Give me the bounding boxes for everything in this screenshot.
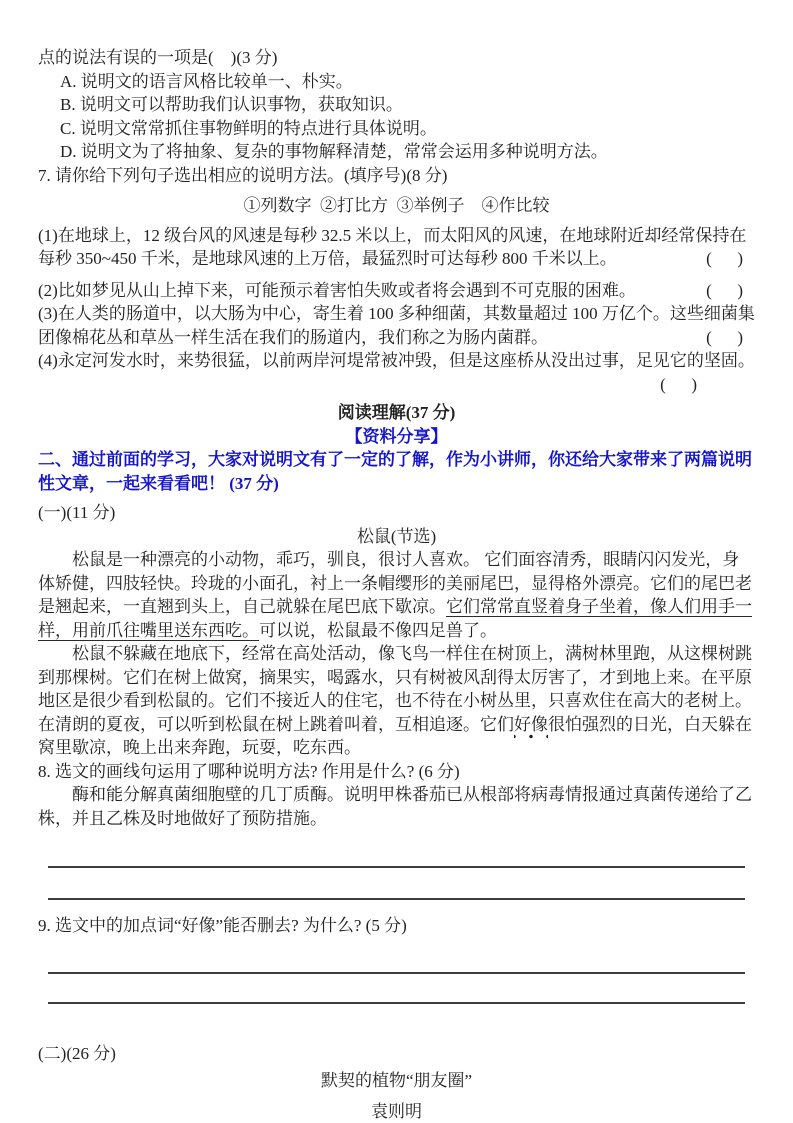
answer-line-2: [48, 868, 745, 900]
item-4-text: (4)永定河发水时，来势很猛，以前两岸河堤常被冲毁，但是这座桥从没出过事，足见它的坚固。: [38, 351, 755, 370]
item-3-text: (3)在人类的肠道中，以大肠为中心，寄生着 100 多种细菌，其数量超过 100 万亿个。这些细菌集团像棉花丛和草丛一样生活在我们的肠道内，我们称之为肠内菌群。: [38, 304, 755, 347]
section-intro: 二、通过前面的学习，大家对说明文有了一定的了解，作为小讲师，你还给大家带来了两篇说明性文章，一起来看看吧！ (37 分): [38, 448, 755, 495]
underlined-sentence: 它们常常直竖着身子坐着，像人们用手一样，用前爪往嘴里送东西吃。: [38, 597, 752, 640]
q7-item-2: [38, 279, 755, 303]
answer-line-4: [48, 974, 745, 1004]
q6-stem: 点的说法有误的一项是( )(3 分): [38, 46, 755, 70]
passage2-author: 袁则明: [38, 1100, 755, 1123]
q7-item-4: [38, 349, 755, 373]
q7-stem: 7. 请你给下列句子选出相应的说明方法。(填序号)(8 分): [38, 164, 755, 188]
para1-text-pre: 松鼠是一种漂亮的小动物，乖巧，驯良，很讨人喜欢。 它们面容清秀，眼睛闪闪发光，身体矫健，四肢轻快。玲珑的小面孔，衬上一条帽缨形的美丽尾巴，显得格外漂亮。它们的尾巴老是翘起来，一直翘到头上，自己就躲在尾巴底下歇凉。: [38, 550, 752, 616]
part2-label: (二)(26 分): [38, 1042, 755, 1066]
share-tag: 【资料分享】: [38, 425, 755, 449]
q6-option-a: A. 说明文的语言风格比较单一、朴实。: [38, 70, 755, 94]
passage2-title: 默契的植物“朋友圈”: [38, 1069, 755, 1093]
answer-bracket-3: ( ): [706, 326, 743, 350]
item-1-text: (1)在地球上，12 级台风的风速是每秒 32.5 米以上，而太阳风的风速，在地球附近却经常保持在每秒 350~450 千米，是地球风速的上万倍，最猛烈时可达每秒 800 千米以上。: [38, 226, 746, 269]
q6-option-b: B. 说明文可以帮助我们认识事物，获取知识。: [38, 93, 755, 117]
method-options-line: ①列数字 ②打比方 ③举例子 ④作比较: [38, 194, 755, 218]
para2-text-pre: 松鼠不躲藏在地底下，经常在高处活动，像飞鸟一样住在树顶上，满树林里跑，从这棵树跳到那棵树。它们在树上做窝，摘果实，喝露水，只有树被风刮得太厉害了，才到地上来。在平原地区是很少看到松鼠的。它们不接近人的住宅，也不待在小树丛里，只喜欢住在高大的老树上。在清朗的夏夜，可以听到松鼠在树上跳着叫着，互相追逐。它们: [38, 644, 752, 734]
q6-option-d: D. 说明文为了将抽象、复杂的事物解释清楚，常常会运用多种说明方法。: [38, 140, 755, 164]
answer-bracket-2: ( ): [706, 279, 743, 303]
answer-bracket-1: ( ): [706, 247, 743, 271]
q6-option-c: C. 说明文常常抓住事物鲜明的特点进行具体说明。: [38, 117, 755, 141]
section-title-reading: 阅读理解(37 分): [38, 401, 755, 425]
para1-text-post: 可以说，松鼠最不像四足兽了。: [259, 621, 497, 640]
question-8-answer-text: 酶和能分解真菌细胞壁的几丁质酶。说明甲株番茄已从根部将病毒情报通过真菌传递给了乙株，并且乙株及时地做好了预防措施。: [38, 783, 755, 830]
answer-line-3: [48, 938, 745, 974]
para2-text-post: 很怕强烈的日光，白天躲在窝里歇凉，晚上出来奔跑，玩耍，吃东西。: [38, 715, 752, 758]
passage1-paragraph-1: [38, 548, 755, 642]
answer-bracket-4: ( ): [38, 373, 755, 397]
q7-item-3: [38, 302, 755, 349]
answer-line-1: [48, 830, 745, 868]
passage1-title: 松鼠(节选): [38, 525, 755, 549]
emphasis-dotted-word: 好像: [514, 715, 548, 739]
passage1-paragraph-2: [38, 642, 755, 760]
question-8: 8. 选文的画线句运用了哪种说明方法? 作用是什么? (6 分): [38, 760, 755, 784]
part1-label: (一)(11 分): [38, 501, 755, 525]
question-9: 9. 选文中的加点词“好像”能否删去? 为什么? (5 分): [38, 914, 755, 938]
item-2-text: (2)比如梦见从山上掉下来，可能预示着害怕失败或者将会遇到不可克服的困难。: [38, 281, 636, 300]
q7-item-1: [38, 224, 755, 271]
